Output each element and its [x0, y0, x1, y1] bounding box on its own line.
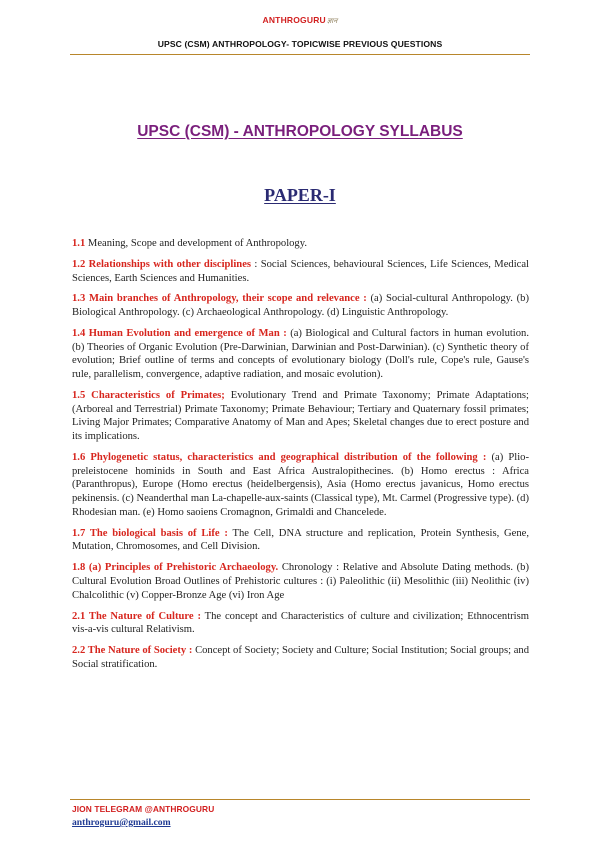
section-heading: 1.2 Relationships with other disciplines — [72, 258, 252, 270]
section-paragraph — [72, 527, 529, 554]
section-paragraph — [72, 237, 529, 251]
section-heading: 2.1 The Nature of Culture : — [72, 610, 201, 622]
section-heading: 2.2 The Nature of Society : — [72, 645, 193, 657]
section-paragraph — [72, 389, 529, 444]
section-text: Chronology : Relative and Absolute Dating methods. (b) Cultural Evolution Broad Outlines of Prehistoric cultures : (i) Paleolithic (ii) Mesolithic (iii) Neolithic (iv) Chalcolithic (v) Copper-Bronze Age (vi) Iron Age — [72, 562, 529, 601]
section-paragraph — [72, 644, 529, 671]
header-subtitle: UPSC (CSM) ANTHROPOLOGY- TOPICWISE PREVIOUS QUESTIONS — [157, 39, 443, 49]
syllabus-content — [72, 237, 529, 679]
section-text: Evolutionary Trend and Primate Taxonomy; Primate Adaptations; (Arboreal and Terrestrial) Primate Taxonomy; Primate Behaviour; Tertiary and Quaternary fossil primates; Living Major Primates; Comparative Anatomy of Man and Apes; Skeletal changes due to erect posture and its implications. — [72, 390, 529, 443]
section-heading: 1.6 Phylogenetic status, characteristics and geographical distribution of the following : — [72, 452, 487, 464]
section-paragraph — [72, 451, 529, 520]
footer-email-link[interactable]: anthroguru@gmail.com — [72, 817, 171, 828]
section-text: The concept and Characteristics of culture and civilization; Ethnocentrism vis-a-vis cultural Relativism. — [72, 610, 529, 636]
section-text: : Social Sciences, behavioural Sciences, Life Sciences, Medical Sciences, Earth Sciences and Humanities. — [72, 258, 529, 284]
section-text: (a) Plio-preleistocene hominids in South and East Africa Australopithecines. (b) Homo erectus : Africa (Paranthropus), Europe (Homo erectus (heidelbergensis), Asia (Homo erectus javanicus, Homo erectus pekinensis. (c) Neanderthal man La-chapelle-aux-saints (Classical type), Mt. Carmel (Progressive type). (d) Rhodesian man. (e) Homo saoiens Cromagnon, Grimaldi and Chancelede. — [72, 452, 529, 518]
section-paragraph — [72, 610, 529, 637]
paper-heading: PAPER-I — [264, 185, 336, 205]
section-text: The Cell, DNA structure and replication, Protein Synthesis, Gene, Mutation, Chromosomes, and Cell Division. — [72, 527, 529, 553]
footer-telegram: JION TELEGRAM @ANTHROGURU — [72, 804, 215, 814]
section-text: Meaning, Scope and development of Anthropology. — [85, 238, 307, 249]
brand-name: ANTHROGURU — [262, 15, 326, 25]
header-brand — [0, 15, 600, 26]
section-heading: 1.5 Characteristics of Primates; — [72, 390, 225, 402]
footer-divider — [70, 799, 530, 800]
header-divider — [70, 54, 530, 55]
section-paragraph — [72, 258, 529, 285]
section-heading: 1.3 Main branches of Anthropology, their scope and relevance : — [72, 293, 367, 305]
section-text: (a) Biological and Cultural factors in human evolution. (b) Theories of Organic Evolution (Pre-Darwinian, Darwinian and Post-Darwinian). (c) Synthetic theory of evolution; Brief outline of terms and concepts of evolutionary biology (Doll's rule, Cope's rule, Gause's rule, parallelism, convergence, adaptive radiation, and mosaic evolution). — [72, 328, 529, 381]
section-paragraph — [72, 561, 529, 602]
section-heading: 1.1 — [72, 238, 86, 249]
document-title: UPSC (CSM) - ANTHROPOLOGY SYLLABUS — [137, 123, 463, 140]
section-text: Concept of Society; Society and Culture; Social Institution; Social groups; and Social stratification. — [72, 645, 529, 670]
section-text: (a) Social-cultural Anthropology. (b) Biological Anthropology. (c) Archaeological Anthropology. (d) Linguistic Anthropology. — [72, 293, 529, 319]
section-paragraph — [72, 292, 529, 319]
section-heading: 1.7 The biological basis of Life : — [72, 527, 228, 539]
section-heading: 1.4 Human Evolution and emergence of Man : — [72, 328, 287, 340]
brand-logo-swash: ज्ञान — [326, 18, 338, 25]
section-heading: 1.8 (a) Principles of Prehistoric Archaeology. — [72, 562, 279, 574]
section-paragraph — [72, 327, 529, 382]
